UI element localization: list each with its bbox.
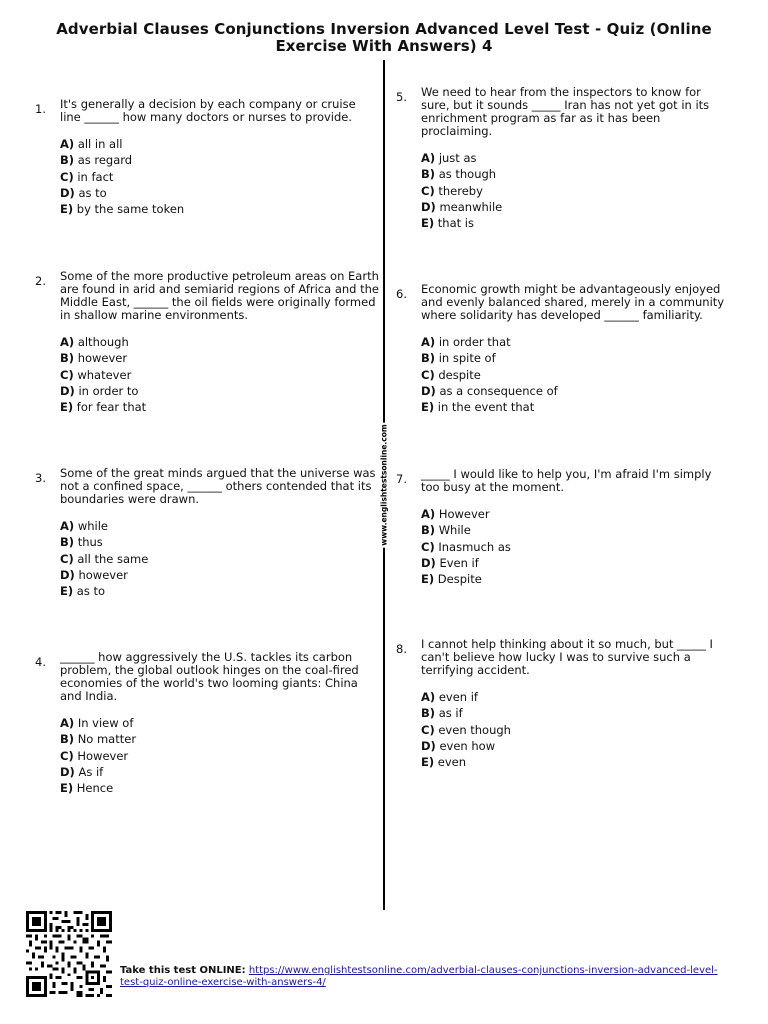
option-letter: D): [421, 199, 436, 214]
option-letter: C): [60, 551, 74, 566]
option-c[interactable]: [60, 169, 380, 185]
option-text: in spite of: [438, 351, 496, 366]
option-d[interactable]: [421, 199, 721, 215]
option-text: Inasmuch as: [438, 539, 511, 554]
question-number: 6.: [396, 287, 407, 301]
option-letter: E): [421, 400, 435, 415]
option-letter: A): [60, 137, 75, 151]
options-list: [60, 715, 380, 796]
option-b[interactable]: [60, 534, 380, 550]
footer-label: Take this test ONLINE:: [120, 965, 246, 976]
option-letter: E): [60, 202, 74, 217]
option-letter: C): [421, 367, 435, 382]
option-text: in order to: [78, 383, 139, 398]
option-letter: B): [60, 535, 75, 550]
option-d[interactable]: [421, 383, 731, 399]
option-e[interactable]: [421, 215, 721, 231]
option-text: In view of: [77, 716, 134, 730]
option-letter: D): [421, 383, 436, 398]
question-number: 1.: [35, 102, 46, 116]
question-number: 7.: [396, 472, 407, 486]
footer-text: [120, 965, 740, 989]
option-letter: A): [60, 335, 75, 349]
option-text: although: [77, 335, 129, 349]
option-text: in order that: [438, 335, 511, 349]
option-text: however: [78, 567, 128, 582]
option-a[interactable]: [421, 150, 721, 166]
options-list: [60, 136, 380, 217]
option-c[interactable]: [421, 722, 721, 738]
option-b[interactable]: [60, 731, 380, 747]
option-text: Even if: [439, 555, 479, 570]
option-text: Hence: [76, 781, 114, 796]
option-letter: D): [60, 185, 75, 200]
option-letter: D): [60, 764, 75, 779]
option-letter: E): [60, 781, 74, 796]
question-text: _____ I would like to help you, I'm afraid I'm simply too busy at the moment.: [421, 467, 712, 494]
question-number: 2.: [35, 274, 46, 288]
question-text: ______ how aggressively the U.S. tackles its carbon problem, the global outlook hinges on the coal-fired economies of the world's two looming giants: China and India.: [60, 650, 359, 703]
option-letter: D): [421, 555, 436, 570]
option-text: even if: [438, 690, 478, 704]
option-text: as though: [438, 167, 497, 182]
option-c[interactable]: [60, 748, 380, 764]
option-a[interactable]: [421, 506, 721, 522]
option-e[interactable]: [421, 754, 721, 770]
option-a[interactable]: [60, 136, 380, 152]
page-title: Adverbial Clauses Conjunctions Inversion Advanced Level Test - Quiz (Online Exercise With Answers) 4: [56, 20, 712, 55]
option-text: as if: [438, 706, 463, 721]
option-e[interactable]: [421, 399, 731, 415]
option-letter: E): [421, 572, 435, 587]
option-text: While: [438, 523, 471, 538]
option-text: however: [77, 351, 128, 366]
option-d[interactable]: [60, 383, 380, 399]
question-7: [396, 467, 721, 587]
option-letter: A): [421, 690, 436, 704]
option-a[interactable]: [60, 518, 380, 534]
option-letter: A): [60, 519, 75, 533]
question-3: [35, 466, 380, 599]
option-letter: E): [60, 400, 74, 415]
question-6: [396, 282, 731, 415]
option-text: while: [77, 519, 108, 533]
option-letter: C): [421, 539, 435, 554]
option-d[interactable]: [421, 555, 721, 571]
option-text: meanwhile: [439, 199, 503, 214]
option-d[interactable]: [60, 567, 380, 583]
option-text: even though: [438, 722, 511, 737]
option-b[interactable]: [421, 705, 721, 721]
option-letter: A): [421, 507, 436, 521]
question-text: Some of the great minds argued that the universe was not a confined space, ______ others contended that its boundaries were drawn.: [60, 466, 376, 506]
qr-code-icon[interactable]: [24, 911, 114, 997]
side-watermark-text: www.englishtestsonline.com: [379, 424, 389, 546]
options-list: [421, 689, 721, 770]
option-text: Despite: [437, 572, 482, 587]
options-list: [421, 334, 731, 415]
option-text: all in all: [77, 137, 123, 151]
option-text: However: [438, 507, 490, 521]
option-letter: B): [60, 732, 75, 747]
option-text: No matter: [77, 732, 137, 747]
option-b[interactable]: [421, 166, 721, 182]
question-4: [35, 650, 380, 796]
option-text: even: [437, 755, 467, 770]
option-text: in the event that: [437, 400, 535, 415]
option-text: thus: [77, 535, 103, 550]
option-text: despite: [438, 367, 481, 382]
option-c[interactable]: [60, 367, 380, 383]
option-letter: D): [60, 567, 75, 582]
option-letter: B): [60, 153, 75, 168]
question-1: [35, 97, 380, 217]
option-c[interactable]: [60, 551, 380, 567]
option-letter: D): [421, 738, 436, 753]
question-number: 5.: [396, 90, 407, 104]
option-text: all the same: [77, 551, 149, 566]
options-list: [60, 518, 380, 599]
option-e[interactable]: [60, 583, 380, 599]
option-letter: A): [60, 716, 75, 730]
question-8: [396, 637, 721, 770]
option-letter: E): [60, 584, 74, 599]
option-letter: B): [421, 706, 436, 721]
option-text: even how: [439, 738, 496, 753]
option-d[interactable]: [60, 185, 380, 201]
option-text: in fact: [77, 169, 114, 184]
option-e[interactable]: [60, 201, 380, 217]
option-text: as a consequence of: [439, 383, 558, 398]
options-list: [421, 150, 721, 231]
option-letter: E): [421, 216, 435, 231]
question-text: Economic growth might be advantageously enjoyed and evenly balanced shared, merely in a community where solidarity has developed ______ familiarity.: [421, 282, 725, 322]
question-text: Some of the more productive petroleum areas on Earth are found in arid and semiarid regions of Africa and the Middle East, ______ the oil fields were originally formed in shallow marine environments.: [60, 269, 379, 322]
option-text: as to: [78, 185, 107, 200]
option-letter: B): [421, 523, 436, 538]
option-b[interactable]: [60, 350, 380, 366]
question-2: [35, 269, 380, 415]
option-b[interactable]: [421, 522, 721, 538]
option-b[interactable]: [421, 350, 731, 366]
option-a[interactable]: [60, 334, 380, 350]
option-letter: C): [421, 722, 435, 737]
option-text: as regard: [77, 153, 133, 168]
option-letter: C): [60, 169, 74, 184]
option-text: as to: [76, 584, 106, 599]
option-letter: B): [60, 351, 75, 366]
question-number: 4.: [35, 655, 46, 669]
option-letter: C): [421, 183, 435, 198]
option-letter: A): [421, 151, 436, 165]
option-a[interactable]: [421, 689, 721, 705]
option-text: However: [77, 748, 129, 763]
option-d[interactable]: [60, 764, 380, 780]
question-text: It's generally a decision by each company or cruise line ______ how many doctors or nurses to provide.: [60, 97, 356, 124]
option-e[interactable]: [421, 571, 721, 587]
options-list: [60, 334, 380, 415]
option-c[interactable]: [421, 539, 721, 555]
option-letter: C): [60, 367, 74, 382]
option-d[interactable]: [421, 738, 721, 754]
option-b[interactable]: [60, 152, 380, 168]
option-text: that is: [437, 216, 474, 231]
option-text: whatever: [77, 367, 132, 382]
question-text: I cannot help thinking about it so much, but _____ I can't believe how lucky I was to survive such a terrifying accident.: [421, 637, 713, 677]
question-text: We need to hear from the inspectors to know for sure, but it sounds _____ Iran has not yet got in its enrichment program as far as it has been proclaiming.: [421, 85, 710, 138]
option-a[interactable]: [421, 334, 731, 350]
option-text: just as: [438, 151, 477, 165]
option-letter: E): [421, 755, 435, 770]
option-e[interactable]: [60, 399, 380, 415]
option-a[interactable]: [60, 715, 380, 731]
option-e[interactable]: [60, 780, 380, 796]
options-list: [421, 506, 721, 587]
question-number: 8.: [396, 642, 407, 656]
option-text: for fear that: [76, 400, 147, 415]
footer: [24, 911, 754, 1001]
option-c[interactable]: [421, 367, 731, 383]
option-text: by the same token: [76, 202, 185, 217]
option-letter: B): [421, 351, 436, 366]
option-letter: B): [421, 167, 436, 182]
footer-link[interactable]: https://www.englishtestsonline.com/adverbial-clauses-conjunctions-inversion-advanced-level-test-quiz-online-exercise-with-answers-4/: [120, 965, 718, 988]
option-text: thereby: [438, 183, 483, 198]
option-c[interactable]: [421, 183, 721, 199]
option-letter: C): [60, 748, 74, 763]
question-number: 3.: [35, 471, 46, 485]
option-letter: D): [60, 383, 75, 398]
question-5: [396, 85, 721, 231]
option-text: As if: [78, 764, 104, 779]
option-letter: A): [421, 335, 436, 349]
